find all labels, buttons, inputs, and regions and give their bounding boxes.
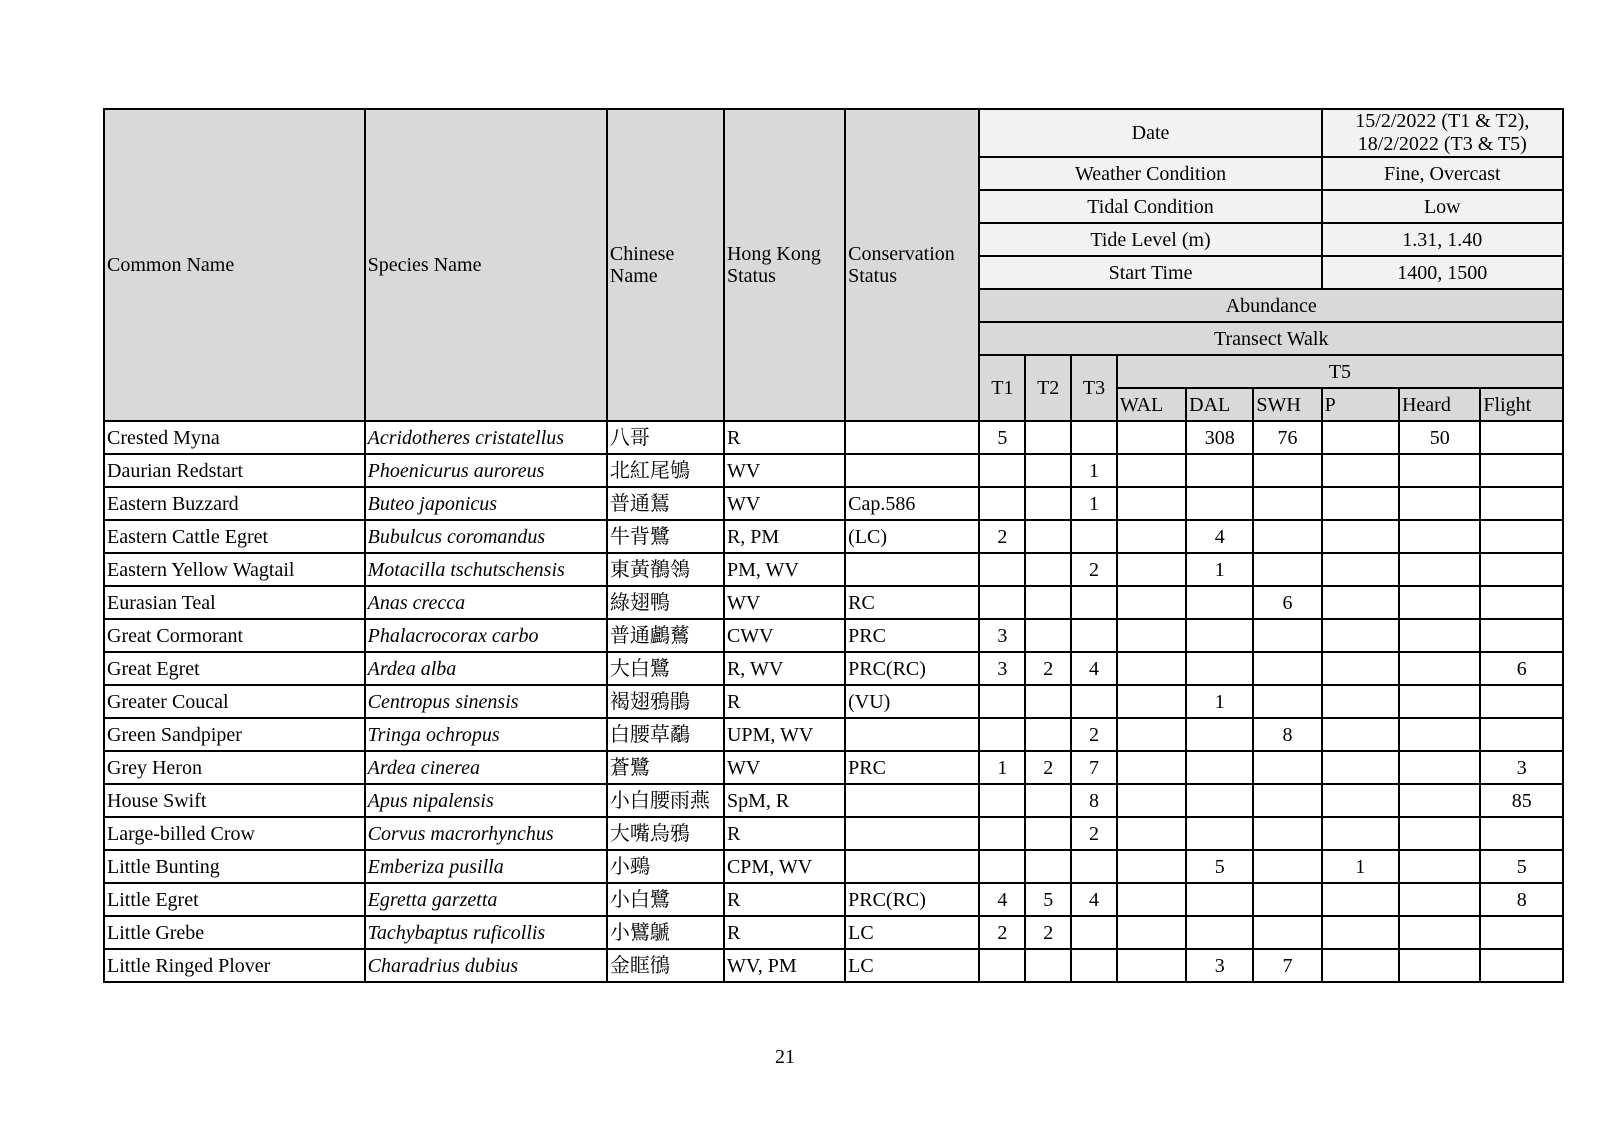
- t2-count-cell: [1025, 421, 1071, 454]
- header-common-name: Common Name: [104, 109, 365, 421]
- table-row: [104, 949, 1563, 982]
- hk-status-cell: WV, PM: [724, 949, 845, 982]
- table-row: [104, 718, 1563, 751]
- t5-swh-count-cell: [1253, 685, 1321, 718]
- t2-count-cell: 2: [1025, 652, 1071, 685]
- t5-p-count-cell: [1322, 619, 1399, 652]
- t5-dal-count-cell: [1186, 784, 1253, 817]
- conservation-status-cell: [845, 553, 979, 586]
- header-t2: T2: [1025, 355, 1071, 421]
- species-name-cell: Motacilla tschutschensis: [365, 553, 607, 586]
- table-row: [104, 685, 1563, 718]
- t5-p-count-cell: [1322, 553, 1399, 586]
- t5-swh-count-cell: [1253, 619, 1321, 652]
- tide-level-value: 1.31, 1.40: [1322, 223, 1563, 256]
- t1-count-cell: [979, 553, 1025, 586]
- hk-status-cell: WV: [724, 487, 845, 520]
- t1-count-cell: 4: [979, 883, 1025, 916]
- hk-status-cell: R, WV: [724, 652, 845, 685]
- chinese-name-cell: 小鷿鷈: [607, 916, 724, 949]
- t5-heard-count-cell: [1399, 817, 1480, 850]
- t5-wal-count-cell: [1117, 751, 1186, 784]
- common-name-cell: Little Egret: [104, 883, 365, 916]
- hk-status-cell: R: [724, 685, 845, 718]
- t2-count-cell: [1025, 784, 1071, 817]
- species-name-cell: Emberiza pusilla: [365, 850, 607, 883]
- t1-count-cell: [979, 949, 1025, 982]
- conservation-status-cell: [845, 718, 979, 751]
- common-name-cell: Eastern Yellow Wagtail: [104, 553, 365, 586]
- t2-count-cell: 2: [1025, 751, 1071, 784]
- t5-heard-count-cell: [1399, 718, 1480, 751]
- common-name-cell: Grey Heron: [104, 751, 365, 784]
- t5-wal-count-cell: [1117, 652, 1186, 685]
- hk-status-cell: CPM, WV: [724, 850, 845, 883]
- chinese-name-cell: 大嘴烏鴉: [607, 817, 724, 850]
- header-t5-p: P: [1322, 388, 1399, 421]
- t1-count-cell: [979, 586, 1025, 619]
- weather-value: Fine, Overcast: [1322, 157, 1563, 190]
- chinese-name-cell: 小鵐: [607, 850, 724, 883]
- t5-p-count-cell: 1: [1322, 850, 1399, 883]
- t5-flight-count-cell: [1480, 817, 1563, 850]
- header-t5-flight: Flight: [1480, 388, 1563, 421]
- t5-wal-count-cell: [1117, 784, 1186, 817]
- hk-status-cell: R: [724, 817, 845, 850]
- t5-swh-count-cell: [1253, 883, 1321, 916]
- table-row: [104, 487, 1563, 520]
- common-name-cell: Little Bunting: [104, 850, 365, 883]
- species-name-cell: Corvus macrorhynchus: [365, 817, 607, 850]
- t5-p-count-cell: [1322, 586, 1399, 619]
- t1-count-cell: [979, 487, 1025, 520]
- t5-heard-count-cell: [1399, 916, 1480, 949]
- table-row: [104, 784, 1563, 817]
- header-t5-heard: Heard: [1399, 388, 1480, 421]
- t1-count-cell: [979, 784, 1025, 817]
- conservation-status-cell: [845, 454, 979, 487]
- t5-flight-count-cell: 3: [1480, 751, 1563, 784]
- t5-wal-count-cell: [1117, 685, 1186, 718]
- t5-wal-count-cell: [1117, 817, 1186, 850]
- t5-heard-count-cell: [1399, 586, 1480, 619]
- table-row: [104, 520, 1563, 553]
- table-row: [104, 619, 1563, 652]
- t2-count-cell: [1025, 520, 1071, 553]
- t2-count-cell: [1025, 685, 1071, 718]
- conservation-status-cell: [845, 850, 979, 883]
- conservation-status-cell: RC: [845, 586, 979, 619]
- t2-count-cell: [1025, 487, 1071, 520]
- t5-heard-count-cell: [1399, 487, 1480, 520]
- t5-swh-count-cell: 7: [1253, 949, 1321, 982]
- species-name-cell: Charadrius dubius: [365, 949, 607, 982]
- tidal-value: Low: [1322, 190, 1563, 223]
- t3-count-cell: [1071, 421, 1117, 454]
- chinese-name-cell: 蒼鷺: [607, 751, 724, 784]
- header-chinese-name: Chinese Name: [607, 109, 724, 421]
- t5-dal-count-cell: [1186, 454, 1253, 487]
- table-row: [104, 850, 1563, 883]
- t5-wal-count-cell: [1117, 586, 1186, 619]
- t5-dal-count-cell: 308: [1186, 421, 1253, 454]
- table-row: [104, 454, 1563, 487]
- t5-heard-count-cell: [1399, 553, 1480, 586]
- t1-count-cell: [979, 685, 1025, 718]
- header-t5: T5: [1117, 355, 1563, 388]
- chinese-name-cell: 小白鷺: [607, 883, 724, 916]
- t5-swh-count-cell: [1253, 751, 1321, 784]
- conservation-status-cell: [845, 421, 979, 454]
- conservation-status-cell: [845, 784, 979, 817]
- t5-dal-count-cell: 3: [1186, 949, 1253, 982]
- t5-dal-count-cell: [1186, 817, 1253, 850]
- t1-count-cell: 1: [979, 751, 1025, 784]
- t5-dal-count-cell: [1186, 652, 1253, 685]
- t5-p-count-cell: [1322, 520, 1399, 553]
- t5-swh-count-cell: [1253, 817, 1321, 850]
- t5-swh-count-cell: [1253, 454, 1321, 487]
- species-name-cell: Ardea alba: [365, 652, 607, 685]
- t5-flight-count-cell: [1480, 916, 1563, 949]
- header-conservation-status: Conservation Status: [845, 109, 979, 421]
- table-row: [104, 421, 1563, 454]
- chinese-name-cell: 綠翅鴨: [607, 586, 724, 619]
- t5-swh-count-cell: [1253, 520, 1321, 553]
- hk-status-cell: R: [724, 883, 845, 916]
- t5-flight-count-cell: [1480, 718, 1563, 751]
- t5-swh-count-cell: 6: [1253, 586, 1321, 619]
- t3-count-cell: 1: [1071, 454, 1117, 487]
- t5-p-count-cell: [1322, 718, 1399, 751]
- t1-count-cell: [979, 718, 1025, 751]
- t2-count-cell: 2: [1025, 916, 1071, 949]
- start-time-label: Start Time: [979, 256, 1321, 289]
- t5-dal-count-cell: [1186, 718, 1253, 751]
- t5-wal-count-cell: [1117, 718, 1186, 751]
- t5-wal-count-cell: [1117, 619, 1186, 652]
- t3-count-cell: 7: [1071, 751, 1117, 784]
- common-name-cell: Crested Myna: [104, 421, 365, 454]
- t2-count-cell: [1025, 718, 1071, 751]
- table-row: [104, 553, 1563, 586]
- header-t5-swh: SWH: [1253, 388, 1321, 421]
- common-name-cell: Large-billed Crow: [104, 817, 365, 850]
- weather-label: Weather Condition: [979, 157, 1321, 190]
- hk-status-cell: R, PM: [724, 520, 845, 553]
- t5-flight-count-cell: [1480, 553, 1563, 586]
- t5-dal-count-cell: [1186, 751, 1253, 784]
- tide-level-label: Tide Level (m): [979, 223, 1321, 256]
- t5-heard-count-cell: [1399, 883, 1480, 916]
- t5-swh-count-cell: 8: [1253, 718, 1321, 751]
- t5-heard-count-cell: [1399, 751, 1480, 784]
- common-name-cell: Eastern Cattle Egret: [104, 520, 365, 553]
- t5-p-count-cell: [1322, 751, 1399, 784]
- t5-heard-count-cell: [1399, 520, 1480, 553]
- table-row: [104, 652, 1563, 685]
- t3-count-cell: 8: [1071, 784, 1117, 817]
- hk-status-cell: UPM, WV: [724, 718, 845, 751]
- species-name-cell: Bubulcus coromandus: [365, 520, 607, 553]
- hk-status-cell: WV: [724, 586, 845, 619]
- chinese-name-cell: 普通鸕鶿: [607, 619, 724, 652]
- chinese-name-cell: 金眶鴴: [607, 949, 724, 982]
- common-name-cell: Great Cormorant: [104, 619, 365, 652]
- chinese-name-cell: 牛背鷺: [607, 520, 724, 553]
- conservation-status-cell: PRC(RC): [845, 883, 979, 916]
- hk-status-cell: WV: [724, 454, 845, 487]
- page-number: 21: [775, 1046, 795, 1068]
- species-name-cell: Phoenicurus auroreus: [365, 454, 607, 487]
- t5-heard-count-cell: [1399, 685, 1480, 718]
- species-name-cell: Apus nipalensis: [365, 784, 607, 817]
- t5-swh-count-cell: [1253, 916, 1321, 949]
- conservation-status-cell: (LC): [845, 520, 979, 553]
- abundance-header: Abundance: [979, 289, 1563, 322]
- table-row: [104, 883, 1563, 916]
- t2-count-cell: [1025, 619, 1071, 652]
- t5-flight-count-cell: [1480, 949, 1563, 982]
- t5-dal-count-cell: 1: [1186, 553, 1253, 586]
- t2-count-cell: 5: [1025, 883, 1071, 916]
- t1-count-cell: 2: [979, 916, 1025, 949]
- header-t5-wal: WAL: [1117, 388, 1186, 421]
- t5-p-count-cell: [1322, 784, 1399, 817]
- t3-count-cell: 2: [1071, 553, 1117, 586]
- t5-p-count-cell: [1322, 949, 1399, 982]
- t2-count-cell: [1025, 850, 1071, 883]
- header-species-name: Species Name: [365, 109, 607, 421]
- common-name-cell: Great Egret: [104, 652, 365, 685]
- chinese-name-cell: 大白鷺: [607, 652, 724, 685]
- t3-count-cell: [1071, 916, 1117, 949]
- t5-heard-count-cell: [1399, 784, 1480, 817]
- chinese-name-cell: 普通鵟: [607, 487, 724, 520]
- t5-heard-count-cell: [1399, 949, 1480, 982]
- date-value: 15/2/2022 (T1 & T2), 18/2/2022 (T3 & T5): [1322, 109, 1563, 157]
- t5-heard-count-cell: 50: [1399, 421, 1480, 454]
- t5-flight-count-cell: [1480, 586, 1563, 619]
- conservation-status-cell: PRC: [845, 751, 979, 784]
- common-name-cell: Little Grebe: [104, 916, 365, 949]
- t5-heard-count-cell: [1399, 850, 1480, 883]
- header-t3: T3: [1071, 355, 1117, 421]
- species-name-cell: Buteo japonicus: [365, 487, 607, 520]
- t5-flight-count-cell: [1480, 421, 1563, 454]
- t5-wal-count-cell: [1117, 949, 1186, 982]
- chinese-name-cell: 東黃鶺鴒: [607, 553, 724, 586]
- t5-p-count-cell: [1322, 817, 1399, 850]
- t1-count-cell: [979, 850, 1025, 883]
- t5-dal-count-cell: [1186, 586, 1253, 619]
- hk-status-cell: SpM, R: [724, 784, 845, 817]
- t5-p-count-cell: [1322, 883, 1399, 916]
- conservation-status-cell: [845, 817, 979, 850]
- t3-count-cell: [1071, 586, 1117, 619]
- t1-count-cell: [979, 454, 1025, 487]
- t5-flight-count-cell: [1480, 454, 1563, 487]
- t3-count-cell: 1: [1071, 487, 1117, 520]
- species-name-cell: Anas crecca: [365, 586, 607, 619]
- header-t5-dal: DAL: [1186, 388, 1253, 421]
- chinese-name-cell: 褐翅鴉鵑: [607, 685, 724, 718]
- header-hk-status: Hong Kong Status: [724, 109, 845, 421]
- table-row: [104, 817, 1563, 850]
- t5-heard-count-cell: [1399, 454, 1480, 487]
- t5-swh-count-cell: [1253, 487, 1321, 520]
- t1-count-cell: 2: [979, 520, 1025, 553]
- t5-flight-count-cell: [1480, 487, 1563, 520]
- t5-dal-count-cell: 5: [1186, 850, 1253, 883]
- common-name-cell: House Swift: [104, 784, 365, 817]
- t5-flight-count-cell: 85: [1480, 784, 1563, 817]
- t2-count-cell: [1025, 454, 1071, 487]
- t3-count-cell: [1071, 520, 1117, 553]
- chinese-name-cell: 小白腰雨燕: [607, 784, 724, 817]
- table-row: [104, 586, 1563, 619]
- t1-count-cell: 3: [979, 652, 1025, 685]
- common-name-cell: Little Ringed Plover: [104, 949, 365, 982]
- t5-heard-count-cell: [1399, 652, 1480, 685]
- t5-p-count-cell: [1322, 487, 1399, 520]
- t3-count-cell: [1071, 685, 1117, 718]
- table-row: [104, 751, 1563, 784]
- t5-dal-count-cell: [1186, 619, 1253, 652]
- t2-count-cell: [1025, 949, 1071, 982]
- t5-flight-count-cell: [1480, 685, 1563, 718]
- t5-swh-count-cell: [1253, 784, 1321, 817]
- bird-survey-table: [103, 108, 1564, 983]
- t5-flight-count-cell: 6: [1480, 652, 1563, 685]
- t1-count-cell: 5: [979, 421, 1025, 454]
- t5-flight-count-cell: 5: [1480, 850, 1563, 883]
- t5-wal-count-cell: [1117, 487, 1186, 520]
- conservation-status-cell: Cap.586: [845, 487, 979, 520]
- t1-count-cell: 3: [979, 619, 1025, 652]
- conservation-status-cell: PRC: [845, 619, 979, 652]
- date-label: Date: [979, 109, 1321, 157]
- species-name-cell: Acridotheres cristatellus: [365, 421, 607, 454]
- hk-status-cell: R: [724, 421, 845, 454]
- hk-status-cell: PM, WV: [724, 553, 845, 586]
- t5-wal-count-cell: [1117, 883, 1186, 916]
- t5-dal-count-cell: 1: [1186, 685, 1253, 718]
- t3-count-cell: [1071, 850, 1117, 883]
- transect-walk-header: Transect Walk: [979, 322, 1563, 355]
- t5-wal-count-cell: [1117, 520, 1186, 553]
- hk-status-cell: CWV: [724, 619, 845, 652]
- common-name-cell: Eastern Buzzard: [104, 487, 365, 520]
- t5-p-count-cell: [1322, 652, 1399, 685]
- t5-p-count-cell: [1322, 916, 1399, 949]
- table-row: [104, 916, 1563, 949]
- conservation-status-cell: (VU): [845, 685, 979, 718]
- start-time-value: 1400, 1500: [1322, 256, 1563, 289]
- tidal-label: Tidal Condition: [979, 190, 1321, 223]
- t1-count-cell: [979, 817, 1025, 850]
- hk-status-cell: R: [724, 916, 845, 949]
- t3-count-cell: 4: [1071, 883, 1117, 916]
- species-name-cell: Tachybaptus ruficollis: [365, 916, 607, 949]
- t5-wal-count-cell: [1117, 553, 1186, 586]
- conservation-status-cell: LC: [845, 916, 979, 949]
- species-name-cell: Egretta garzetta: [365, 883, 607, 916]
- t2-count-cell: [1025, 586, 1071, 619]
- t2-count-cell: [1025, 553, 1071, 586]
- common-name-cell: Daurian Redstart: [104, 454, 365, 487]
- t5-swh-count-cell: [1253, 652, 1321, 685]
- hk-status-cell: WV: [724, 751, 845, 784]
- species-name-cell: Centropus sinensis: [365, 685, 607, 718]
- common-name-cell: Eurasian Teal: [104, 586, 365, 619]
- conservation-status-cell: PRC(RC): [845, 652, 979, 685]
- t3-count-cell: 2: [1071, 718, 1117, 751]
- common-name-cell: Green Sandpiper: [104, 718, 365, 751]
- header-t1: T1: [979, 355, 1025, 421]
- t5-heard-count-cell: [1399, 619, 1480, 652]
- species-name-cell: Tringa ochropus: [365, 718, 607, 751]
- t5-swh-count-cell: [1253, 553, 1321, 586]
- species-name-cell: Ardea cinerea: [365, 751, 607, 784]
- t5-p-count-cell: [1322, 454, 1399, 487]
- chinese-name-cell: 白腰草鷸: [607, 718, 724, 751]
- t5-swh-count-cell: [1253, 850, 1321, 883]
- t5-dal-count-cell: 4: [1186, 520, 1253, 553]
- t5-flight-count-cell: [1480, 520, 1563, 553]
- t5-dal-count-cell: [1186, 487, 1253, 520]
- t3-count-cell: [1071, 619, 1117, 652]
- t5-p-count-cell: [1322, 421, 1399, 454]
- t5-swh-count-cell: 76: [1253, 421, 1321, 454]
- species-name-cell: Phalacrocorax carbo: [365, 619, 607, 652]
- t3-count-cell: 2: [1071, 817, 1117, 850]
- t3-count-cell: [1071, 949, 1117, 982]
- t5-dal-count-cell: [1186, 883, 1253, 916]
- t2-count-cell: [1025, 817, 1071, 850]
- t3-count-cell: 4: [1071, 652, 1117, 685]
- chinese-name-cell: 八哥: [607, 421, 724, 454]
- common-name-cell: Greater Coucal: [104, 685, 365, 718]
- t5-flight-count-cell: 8: [1480, 883, 1563, 916]
- chinese-name-cell: 北紅尾鴝: [607, 454, 724, 487]
- t5-wal-count-cell: [1117, 421, 1186, 454]
- t5-wal-count-cell: [1117, 454, 1186, 487]
- t5-wal-count-cell: [1117, 916, 1186, 949]
- conservation-status-cell: LC: [845, 949, 979, 982]
- t5-flight-count-cell: [1480, 619, 1563, 652]
- t5-p-count-cell: [1322, 685, 1399, 718]
- t5-wal-count-cell: [1117, 850, 1186, 883]
- t5-dal-count-cell: [1186, 916, 1253, 949]
